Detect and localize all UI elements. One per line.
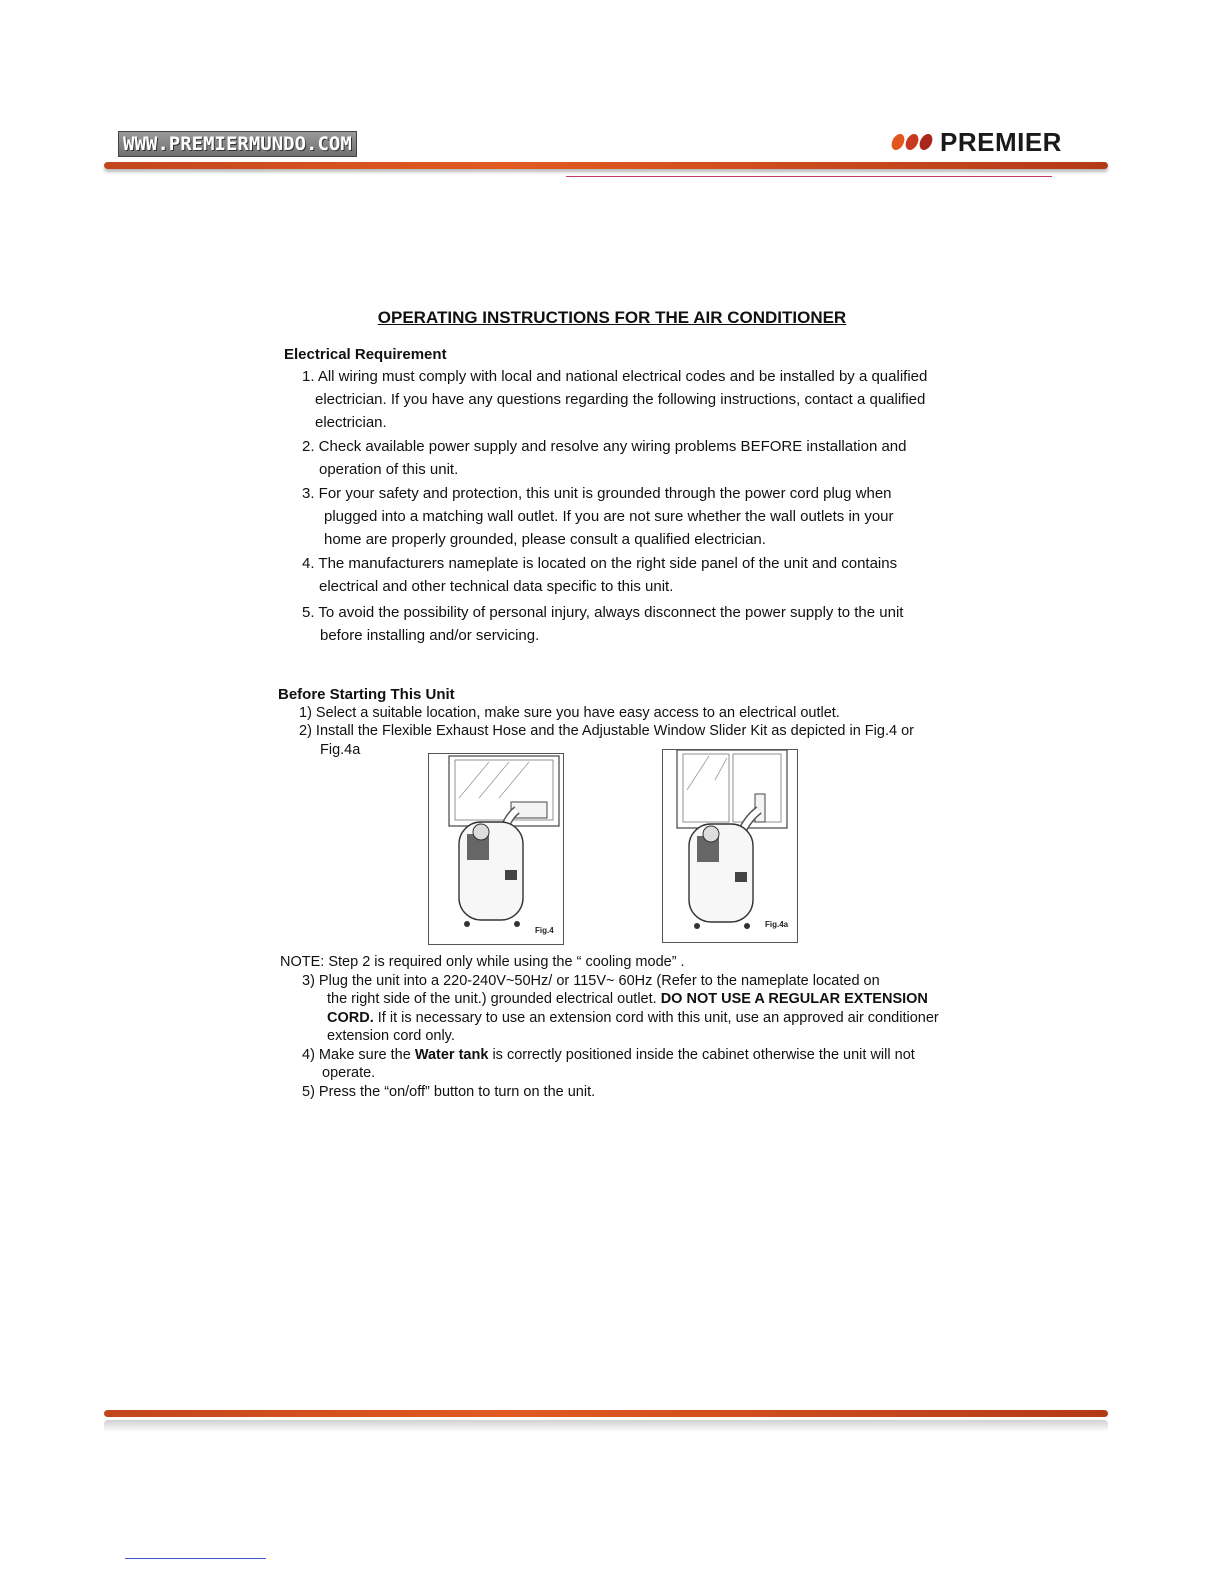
- note: NOTE: Step 2 is required only while using the “ cooling mode” .: [280, 954, 685, 970]
- step-4-emphasis: Water tank: [414, 1047, 489, 1063]
- brand-logo: [892, 126, 1062, 158]
- figure-4-label: Fig.4: [535, 926, 554, 935]
- step-4-text: is correctly positioned inside the cabinet otherwise the unit will not: [488, 1047, 915, 1063]
- step-5: 5) Press the “on/off” button to turn on the unit.: [302, 1084, 596, 1100]
- figure-4: [428, 753, 564, 945]
- electrical-line: 4. The manufacturers nameplate is located on the right side panel of the unit and contains: [302, 555, 898, 572]
- brand-dot-icon: [890, 134, 906, 150]
- step-3-continued: [327, 991, 928, 1007]
- air-conditioner-window-illustration: [429, 754, 563, 944]
- step-3-continued: [327, 1010, 939, 1026]
- section-heading-electrical: Electrical Requirement: [284, 346, 447, 363]
- electrical-line: electrician. If you have any questions regarding the following instructions, contact a qualified: [315, 391, 926, 408]
- step-4-continued: operate.: [322, 1065, 376, 1081]
- electrical-line: before installing and/or servicing.: [320, 627, 540, 644]
- electrical-line: plugged into a matching wall outlet. If you are not sure whether the wall outlets in your: [324, 508, 894, 525]
- electrical-line: home are properly grounded, please consult a qualified electrician.: [324, 531, 766, 548]
- step-3: 3) Plug the unit into a 220-240V~50Hz/ or 115V~ 60Hz (Refer to the nameplate located on: [302, 973, 880, 989]
- footnote-rule: [125, 1558, 266, 1559]
- step-4: [302, 1047, 915, 1063]
- step-3-text: If it is necessary to use an extension cord with this unit, use an approved air conditioner: [373, 1010, 939, 1026]
- step-3-warning-end: CORD.: [327, 1010, 374, 1026]
- electrical-line: operation of this unit.: [319, 461, 459, 478]
- step-1: 1) Select a suitable location, make sure you have easy access to an electrical outlet.: [299, 705, 840, 721]
- step-2: 2) Install the Flexible Exhaust Hose and the Adjustable Window Slider Kit as depicted in Fig.4 or: [299, 723, 914, 739]
- electrical-line: 1. All wiring must comply with local and national electrical codes and be installed by a qualified: [302, 368, 928, 385]
- figure-4a-label: Fig.4a: [765, 920, 789, 929]
- electrical-line: electrician.: [315, 414, 387, 431]
- section-heading-before-starting: Before Starting This Unit: [278, 686, 455, 703]
- electrical-line: 3. For your safety and protection, this unit is grounded through the power cord plug when: [302, 485, 892, 502]
- step-2-continued: Fig.4a: [320, 742, 361, 758]
- figure-4a: [662, 749, 798, 943]
- footer-divider-bar: [104, 1410, 1108, 1417]
- air-conditioner-vertical-window-illustration: [663, 750, 797, 942]
- site-url-logo: WWW.PREMIERMUNDO.COM: [118, 131, 357, 157]
- electrical-line: electrical and other technical data specific to this unit.: [319, 578, 674, 595]
- electrical-line: 5. To avoid the possibility of personal injury, always disconnect the power supply to the unit: [302, 604, 904, 621]
- footer-shadow: [104, 1420, 1108, 1432]
- step-3-text: the right side of the unit.) grounded electrical outlet.: [327, 991, 661, 1007]
- header-divider-bar: [104, 162, 1108, 169]
- step-4-text: 4) Make sure the: [302, 1047, 415, 1063]
- step-3-warning: DO NOT USE A REGULAR EXTENSION: [660, 991, 928, 1007]
- brand-dot-icon: [904, 134, 920, 150]
- brand-name: PREMIER: [940, 126, 1062, 157]
- page-title: OPERATING INSTRUCTIONS FOR THE AIR CONDITIONER: [377, 308, 847, 327]
- electrical-line: 2. Check available power supply and resolve any wiring problems BEFORE installation and: [302, 438, 907, 455]
- header-rule: [566, 176, 1052, 177]
- step-3-continued: extension cord only.: [327, 1028, 455, 1044]
- brand-dot-icon: [918, 134, 934, 150]
